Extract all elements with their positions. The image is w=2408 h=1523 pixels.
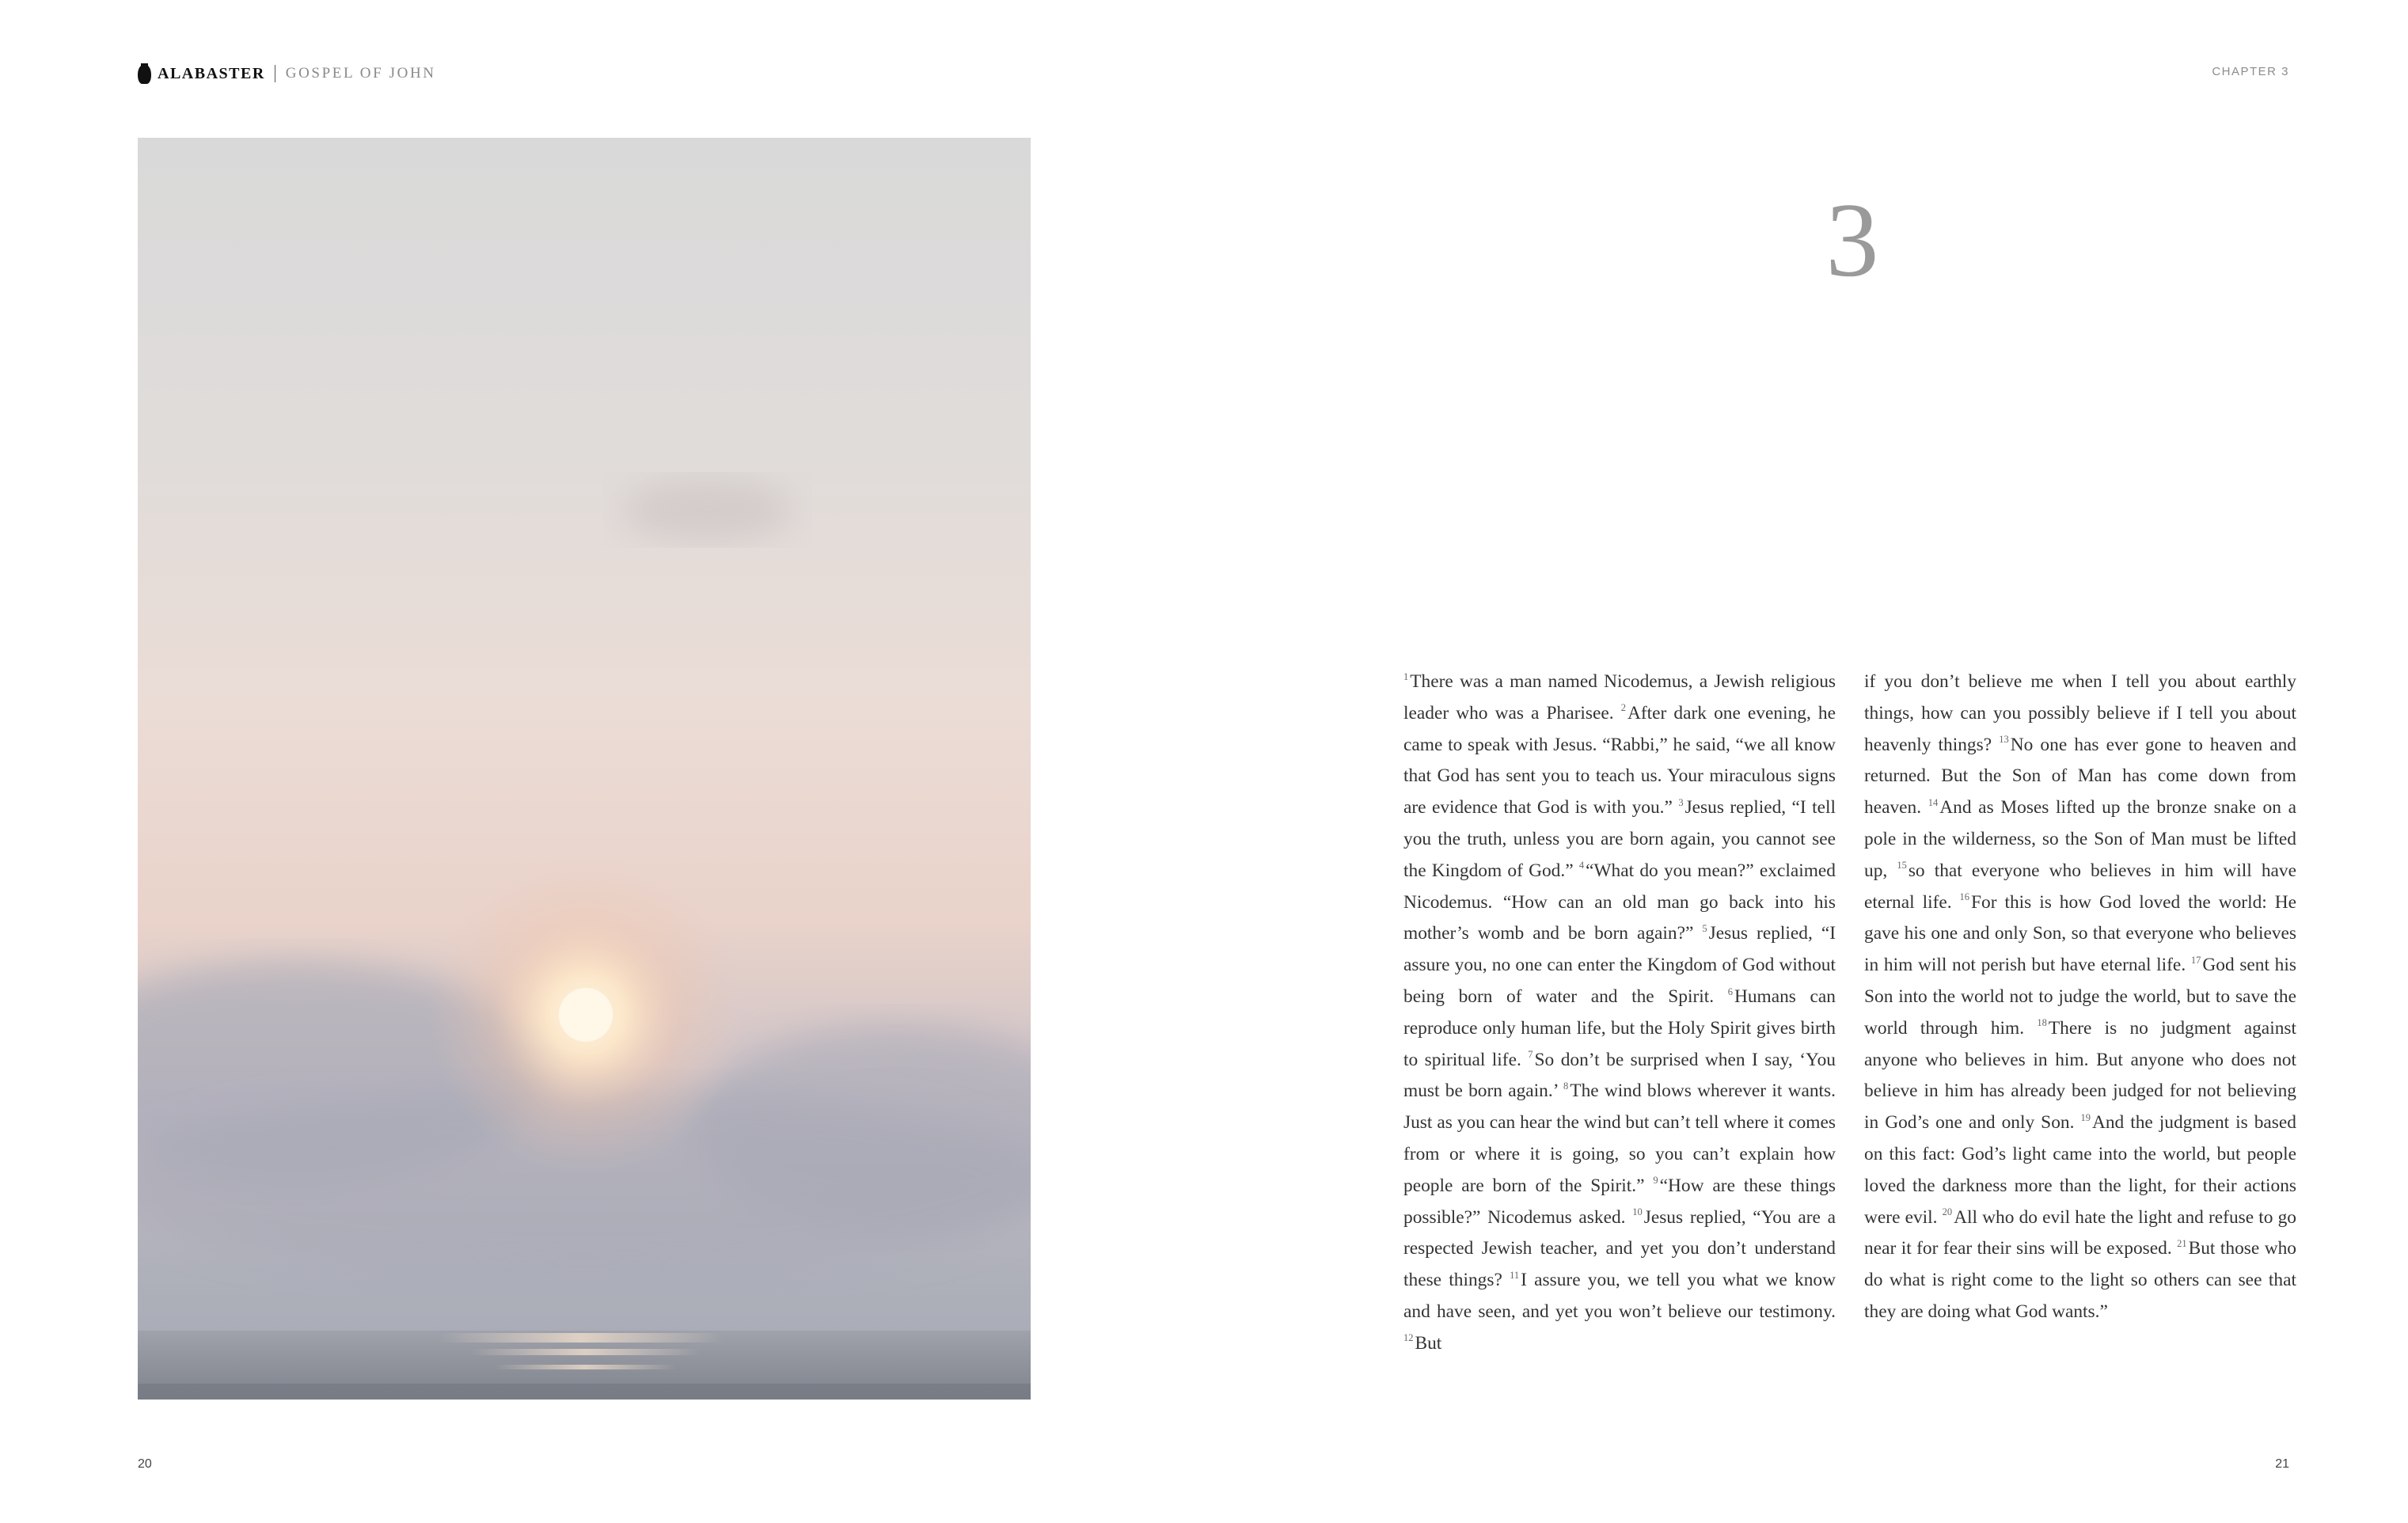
verse-number: 4: [1578, 860, 1585, 872]
verse-text: After dark one evening, he came to speak with Jesus. “Rabbi,” he said, “we all know that God has sent you to teach us. Your miraculous signs are evidence that God is with you.”: [1403, 702, 1836, 818]
brand-name: ALABASTER: [158, 64, 265, 82]
verse-text: Jesus replied, “I assure you, no one can enter the Kingdom of God without being born of water and the Spirit.: [1403, 923, 1836, 1007]
chapter-label: CHAPTER 3: [2212, 65, 2289, 78]
verse-number: 3: [1678, 796, 1684, 808]
verse-number: 6: [1727, 986, 1733, 997]
sunset-photo: [138, 138, 1031, 1400]
verse-number: 16: [1959, 891, 1970, 903]
verse-number: 15: [1897, 860, 1907, 872]
verse-number: 11: [1510, 1269, 1520, 1281]
verse-number: 7: [1528, 1049, 1533, 1061]
verse-text: Jesus replied, “You are a respected Jewish teacher, and yet you don’t understand these things?: [1403, 1206, 1836, 1291]
verse-text: All who do evil hate the light and refuse to go near it for fear their sins will be exposed.: [1864, 1206, 2296, 1259]
verse-text: God sent his Son into the world not to judge the world, but to save the world through him.: [1864, 955, 2296, 1039]
header-brand: [138, 62, 436, 85]
verse-number: 10: [1632, 1206, 1643, 1218]
verse-text: So don’t be surprised when I say, ‘You must be born again.’: [1403, 1049, 1836, 1102]
verse-number: 9: [1653, 1175, 1658, 1187]
verse-text: And as Moses lifted up the bronze snake on a pole in the wilderness, so the Son of Man must be lifted up,: [1864, 797, 2296, 881]
verse-text: Jesus replied, “I tell you the truth, unless you are born again, you cannot see the Kingdom of God.”: [1403, 797, 1836, 881]
verse-number: 2: [1620, 702, 1626, 714]
verse-number: 12: [1403, 1332, 1414, 1344]
text-column-left: [1403, 667, 1836, 1360]
text-column-right: [1864, 667, 2296, 1360]
verse-text: For this is how God loved the world: He gave his one and only Son, so that everyone who believes in him will not perish but have eternal life.: [1864, 891, 2296, 976]
verse-text: “How are these things possible?” Nicodemus asked.: [1403, 1175, 1836, 1228]
verse-text: There is no judgment against anyone who believes in him. But anyone who does not believe in him has already been judged for not believing in God’s one and only Son.: [1864, 1017, 2296, 1134]
scripture-text: [1403, 667, 2296, 1360]
verse-text: But those who do what is right come to the light so others can see that they are doing what God wants.”: [1864, 1238, 2296, 1322]
verse-number: 8: [1563, 1080, 1569, 1092]
verse-number: 17: [2190, 954, 2201, 966]
verse-text: so that everyone who believes in him will have eternal life.: [1864, 860, 2296, 913]
page-number-right: 21: [2275, 1457, 2289, 1471]
verse-number: 5: [1702, 923, 1707, 934]
chapter-number: 3: [1825, 181, 1879, 298]
page-number-left: 20: [138, 1457, 152, 1471]
verse-text: And the judgment is based on this fact: God’s light came into the world, but people loved the darkness more than the light, for their actions were evil.: [1864, 1112, 2296, 1228]
verse-number: 13: [1999, 734, 2009, 746]
verse-text: if you don’t believe me when I tell you about earthly things, how can you possibly believe if I tell you about heavenly things?: [1864, 671, 2296, 755]
verse-number: 19: [2080, 1111, 2091, 1123]
jar-icon: [138, 63, 151, 85]
verse-number: 20: [1942, 1206, 1953, 1218]
verse-number: 1: [1403, 670, 1409, 682]
verse-text: No one has ever gone to heaven and returned. But the Son of Man has come down from heaven.: [1864, 734, 2296, 818]
book-title: GOSPEL OF JOHN: [285, 65, 436, 82]
verse-text: But: [1415, 1332, 1442, 1354]
verse-text: I assure you, we tell you what we know and have seen, and yet you won’t believe our testimony.: [1403, 1270, 1836, 1322]
verse-text: “What do you mean?” exclaimed Nicodemus. “How can an old man go back into his mother’s womb and be born again?”: [1403, 860, 1836, 944]
verse-text: The wind blows wherever it wants. Just as you can hear the wind but can’t tell where it comes from or where it is going, so you can’t explain how people are born of the Spirit.”: [1403, 1081, 1836, 1196]
verse-text: Humans can reproduce only human life, but the Holy Spirit gives birth to spiritual life.: [1403, 986, 1836, 1070]
verse-number: 21: [2177, 1237, 2187, 1249]
verse-text: There was a man named Nicodemus, a Jewish religious leader who was a Pharisee.: [1403, 671, 1836, 724]
verse-number: 18: [2037, 1017, 2047, 1029]
verse-number: 14: [1928, 796, 1939, 808]
